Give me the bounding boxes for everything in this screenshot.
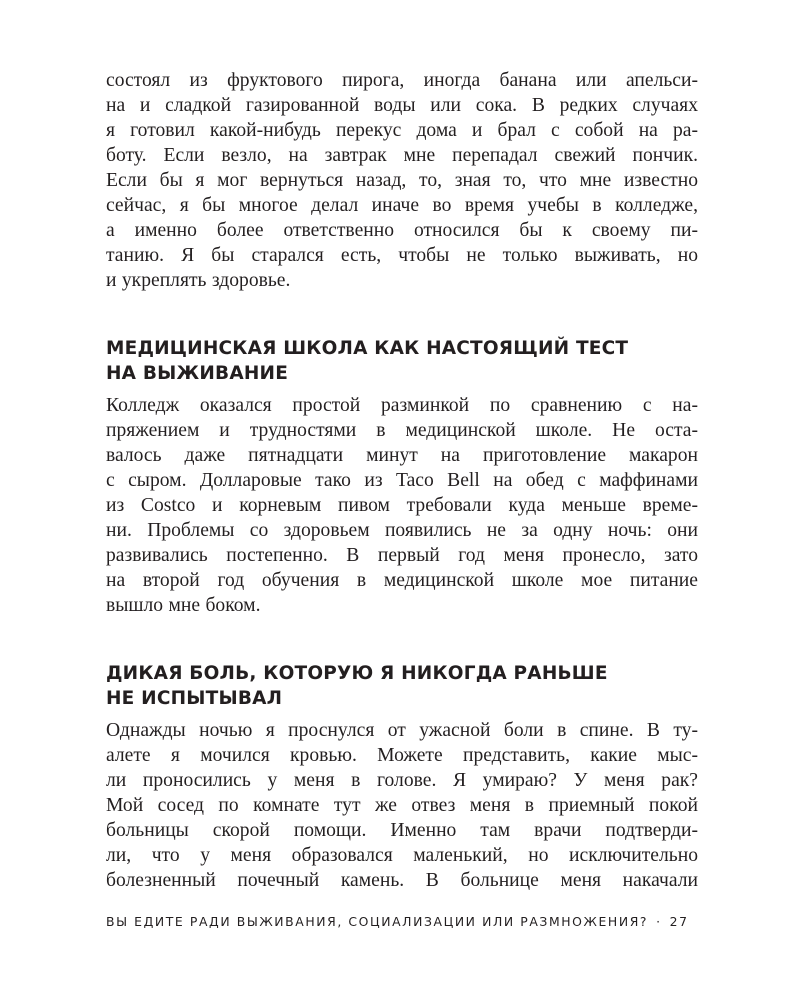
paragraph-line: болезненный почечный камень. В больнице меня накачали xyxy=(106,870,698,891)
paragraph-line: и укреплять здоровье. xyxy=(106,270,291,291)
paragraph-line: ли проносились у меня в голове. Я умираю? У меня рак? xyxy=(106,770,698,791)
paragraph-line: алете я мочился кровью. Можете представить, какие мыс- xyxy=(106,745,698,766)
paragraph-line: танию. Я бы старался есть, чтобы не только выживать, но xyxy=(106,245,698,266)
paragraph-line: пряжением и трудностями в медицинской школе. Не оста- xyxy=(106,420,698,441)
paragraph-line: состоял из фруктового пирога, иногда банана или апельси- xyxy=(106,70,698,91)
heading-line: НА ВЫЖИВАНИЕ xyxy=(106,363,289,384)
paragraph-line: с сыром. Долларовые тако из Taco Bell на обед с маффинами xyxy=(106,470,698,491)
paragraph-line: из Costco и корневым пивом требовали куда меньше време- xyxy=(106,495,698,516)
heading-line: НЕ ИСПЫТЫВАЛ xyxy=(106,688,283,709)
section-heading-2 xyxy=(106,661,698,711)
paragraph-line: больницы скорой помощи. Именно там врачи подтверди- xyxy=(106,820,698,841)
paragraph-line: сейчас, я бы многое делал иначе во время учебы в колледже, xyxy=(106,195,698,216)
heading-line: МЕДИЦИНСКАЯ ШКОЛА КАК НАСТОЯЩИЙ ТЕСТ xyxy=(106,338,629,359)
section-heading-1 xyxy=(106,336,698,386)
paragraph-line: я готовил какой-нибудь перекус дома и брал с собой на ра- xyxy=(106,120,698,141)
paragraph-line: Мой сосед по комнате тут же отвез меня в приемный покой xyxy=(106,795,698,816)
paragraph-line: на и сладкой газированной воды или сока. В редких случаях xyxy=(106,95,698,116)
paragraph-line: Колледж оказался простой разминкой по сравнению с на- xyxy=(106,395,698,416)
paragraph-line: боту. Если везло, на завтрак мне перепадал свежий пончик. xyxy=(106,145,698,166)
page-content xyxy=(106,68,698,893)
paragraph-1 xyxy=(106,68,698,293)
page-footer xyxy=(106,914,698,929)
paragraph-2 xyxy=(106,393,698,618)
paragraph-3 xyxy=(106,718,698,893)
paragraph-line: а именно более ответственно относился бы к своему пи- xyxy=(106,220,698,241)
paragraph-line: развивались постепенно. В первый год меня пронесло, зато xyxy=(106,545,698,566)
page-number: 27 xyxy=(669,914,689,929)
paragraph-line: ли, что у меня образовался маленький, но исключительно xyxy=(106,845,698,866)
paragraph-line: Однажды ночью я проснулся от ужасной боли в спине. В ту- xyxy=(106,720,698,741)
footer-separator: · xyxy=(656,914,662,929)
paragraph-line: валось даже пятнадцати минут на приготовление макарон xyxy=(106,445,698,466)
paragraph-line: на второй год обучения в медицинской школе мое питание xyxy=(106,570,698,591)
paragraph-line: ни. Проблемы со здоровьем появились не за одну ночь: они xyxy=(106,520,698,541)
heading-line: ДИКАЯ БОЛЬ, КОТОРУЮ Я НИКОГДА РАНЬШЕ xyxy=(106,663,608,684)
paragraph-line: вышло мне боком. xyxy=(106,595,261,616)
running-title: ВЫ ЕДИТЕ РАДИ ВЫЖИВАНИЯ, СОЦИАЛИЗАЦИИ ИЛИ РАЗМНОЖЕНИЯ? xyxy=(106,914,649,929)
paragraph-line: Если бы я мог вернуться назад, то, зная то, что мне известно xyxy=(106,170,698,191)
